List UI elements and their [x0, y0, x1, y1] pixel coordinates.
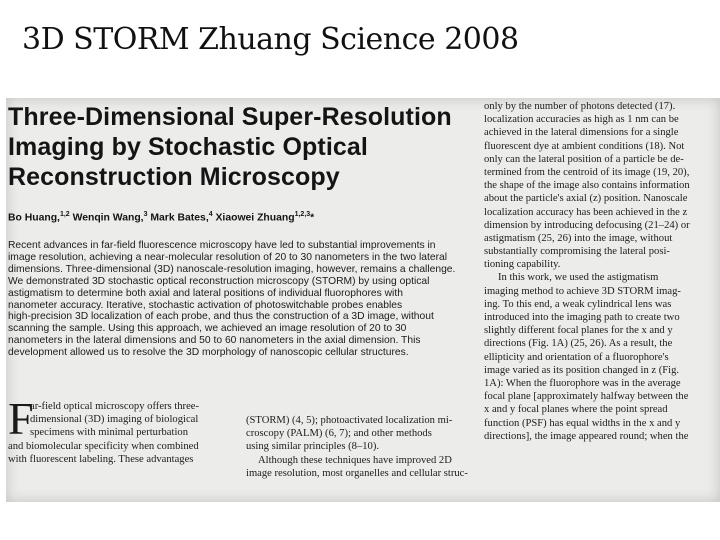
body-line: with fluorescent labeling. These advantages: [8, 453, 194, 465]
paper-title-line: Imaging by Stochastic Optical: [8, 133, 368, 161]
body-line: the shape of the image also contains information: [484, 180, 690, 192]
body-line: function (PSF) has equal widths in the x and y: [484, 417, 681, 429]
body-line: specimens with minimal perturbation: [30, 427, 188, 439]
abstract-line: Recent advances in far-field fluorescence microscopy have led to substantial improvements in: [8, 240, 436, 251]
body-line: 1A): When the fluorophore was in the average: [484, 377, 681, 389]
body-line: fluorescent dye at ambient conditions (18). Not: [484, 140, 685, 152]
abstract-line: high-precision 3D localization of each probe, and thus the construction of a 3D image, without: [8, 311, 434, 323]
paper-scan: [6, 98, 720, 502]
body-line: ellipticity and orientation of a fluorophore's: [484, 351, 669, 363]
body-line: ar-field optical microscopy offers three-: [30, 401, 200, 412]
body-line: directions], the image appeared round; when the: [484, 430, 689, 442]
body-line: localization accuracies as high as 1 nm can be: [484, 114, 679, 126]
author-name: Xiaowei Zhuang: [212, 212, 295, 224]
body-line: tioning capability.: [484, 259, 561, 271]
abstract-line: scanning the sample. Using this approach, we achieved an image resolution of 20 to 30: [8, 323, 407, 335]
body-line: Although these techniques have improved 2D: [258, 454, 452, 466]
author-name: Mark Bates,: [147, 212, 209, 224]
author-name: Wenqin Wang,: [69, 212, 144, 224]
abstract-line: dimensions. Three-dimensional (3D) nanoscale-resolution imaging, however, remains a challenge.: [8, 263, 456, 275]
body-line: croscopy (PALM) (6, 7); and other methods: [246, 428, 432, 440]
body-line: dimension by introducing defocusing (21–24) or: [484, 219, 690, 231]
body-line: only by the number of photons detected (17).: [484, 101, 676, 112]
body-line: ing. To this end, a weak cylindrical lens was: [484, 298, 672, 310]
body-line: using similar principles (8–10).: [246, 441, 379, 453]
body-column-right: [484, 100, 716, 443]
author-affiliation: 1,2,3: [294, 211, 311, 218]
body-line: x and y focal planes where the point spread: [484, 404, 668, 416]
body-line: In this work, we used the astigmatism: [498, 272, 659, 284]
body-line: only can the lateral position of a particle be de-: [484, 153, 684, 165]
intro-column-middle: [246, 414, 478, 480]
body-line: localization accuracy has been achieved in the z: [484, 206, 688, 218]
intro-column-left: [8, 393, 240, 466]
body-line: termined from the centroid of its image (19, 20),: [484, 166, 690, 178]
body-line: image resolution, most organelles and cellular struc-: [246, 467, 468, 479]
body-line: achieved in the lateral dimensions for a single: [484, 127, 679, 139]
body-line: slightly different focal planes for the x and y: [484, 325, 673, 337]
body-line: image varied as its position changed in z (Fig.: [484, 364, 680, 376]
body-line: focal plane [approximately halfway between the: [484, 391, 689, 403]
body-line: introduced into the imaging path to create two: [484, 312, 680, 323]
author-name: Bo Huang,: [8, 212, 60, 224]
abstract: [8, 240, 470, 359]
paper-title: [8, 102, 478, 192]
abstract-line: development allowed us to resolve the 3D morphology of nanoscopic cellular structures.: [8, 347, 409, 359]
corresponding-author-mark: *: [310, 212, 315, 224]
body-line: about the particle's axial (z) position. Nanoscale: [484, 193, 688, 205]
author-affiliation: 1,2: [59, 211, 70, 218]
abstract-line: nanometers in the lateral dimensions and 50 to 60 nanometers in the axial dimension. This: [8, 335, 421, 347]
author-affiliation: 3: [143, 211, 148, 218]
author-list: [8, 208, 478, 225]
drop-cap: F: [8, 393, 34, 444]
body-line: directions (Fig. 1A) (25, 26). As a result, the: [484, 338, 673, 350]
paper-title-line: Three-Dimensional Super-Resolution: [8, 103, 452, 131]
body-line: and biomolecular specificity when combined: [8, 440, 199, 452]
abstract-line: astigmatism to determine both axial and lateral positions of individual fluorophores with: [8, 287, 403, 299]
abstract-line: image resolution, achieving a near-molecular resolution of 20 to 30 nanometers in the two lateral: [8, 251, 448, 263]
body-line: (STORM) (4, 5); photoactivated localization mi-: [246, 415, 453, 426]
body-line: dimensional (3D) imaging of biological: [30, 414, 199, 426]
abstract-line: We demonstrated 3D stochastic optical reconstruction microscopy (STORM) by using optical: [8, 275, 430, 287]
body-line: astigmatism (25, 26) into the image, without: [484, 232, 673, 244]
body-line: substantially compromising the lateral posi-: [484, 246, 670, 258]
paper-title-line: Reconstruction Microscopy: [8, 163, 340, 191]
slide-title: 3D STORM Zhuang Science 2008: [22, 22, 519, 57]
abstract-line: nanometer accuracy. Iterative, stochastic activation of photoswitchable probes enables: [8, 299, 403, 311]
body-line: imaging method to achieve 3D STORM imag-: [484, 285, 681, 297]
author-affiliation: 4: [208, 211, 213, 218]
